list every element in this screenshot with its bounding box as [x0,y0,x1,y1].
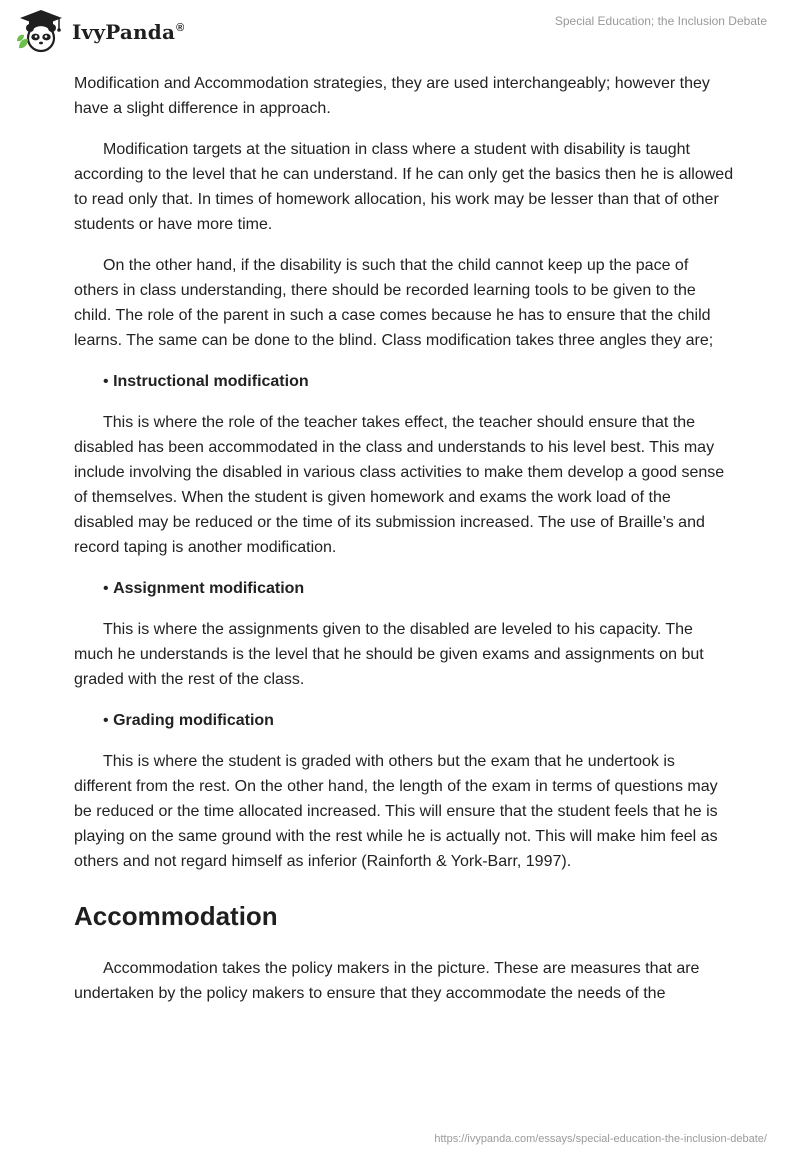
bullet-heading: Assignment modification [113,580,305,597]
ivypanda-logo[interactable] [16,8,184,54]
paragraph-grading: This is where the student is graded with others but the exam that he undertook is different from the rest. On the other hand, the length of the exam in terms of questions may be reduced or the time allocated increased. This will ensure that the student feels that he is playing on the same ground with the rest while he is actually not. This will make him feel as others and not regard himself as inferior (Rainforth & York-Barr, 1997). [74,753,718,870]
bullet-marker: • [103,580,109,597]
paragraph-accommodation: Accommodation takes the policy makers in the picture. These are measures that are undertaken by the policy makers to ensure that they accommodate the needs of the [74,960,700,1002]
paragraph-disability-pace: On the other hand, if the disability is such that the child cannot keep up the pace of others in class understanding, there should be recorded learning tools to be given to the child. The role of the parent in such a case comes because he has to ensure that the child learns. The same can be done to the blind. Class modification takes three angles they are; [74,257,714,349]
page-header [0,0,800,62]
bullet-heading: Instructional modification [113,373,309,390]
logo-wordmark: IvyPanda® [72,20,185,44]
bullet-instructional-modification [74,369,734,394]
bullet-marker: • [103,373,109,390]
bullet-assignment-modification [74,576,734,601]
paragraph-intro: Modification and Accommodation strategies, they are used interchangeably; however they have a slight difference in approach. [74,75,710,117]
bullet-grading-modification [74,708,734,733]
section-heading-accommodation: Accommodation [74,901,278,931]
bullet-heading: Grading modification [113,712,274,729]
panda-logo-icon [16,8,66,54]
essay-body [74,71,734,1022]
paragraph-assignment: This is where the assignments given to the disabled are leveled to his capacity. The much he understands is the level that he should be given exams and assignments on but graded with the rest of the class. [74,621,704,688]
bullet-marker: • [103,712,109,729]
source-url[interactable]: https://ivypanda.com/essays/special-education-the-inclusion-debate/ [434,1133,767,1145]
document-title: Special Education; the Inclusion Debate [554,14,767,28]
paragraph-modification: Modification targets at the situation in class where a student with disability is taught according to the level that he can understand. If he can only get the basics then he is allowed to read only that. In times of homework allocation, his work may be lesser than that of other students or have more time. [74,141,734,233]
paragraph-instructional: This is where the role of the teacher takes effect, the teacher should ensure that the disabled has been accommodated in the class and understands to his level best. This may include involving the disabled in various class activities to make them develop a good sense of themselves. When the student is given homework and exams the work load of the disabled may be reduced or the time of its submission increased. The use of Braille’s and record taping is another modification. [74,414,725,556]
